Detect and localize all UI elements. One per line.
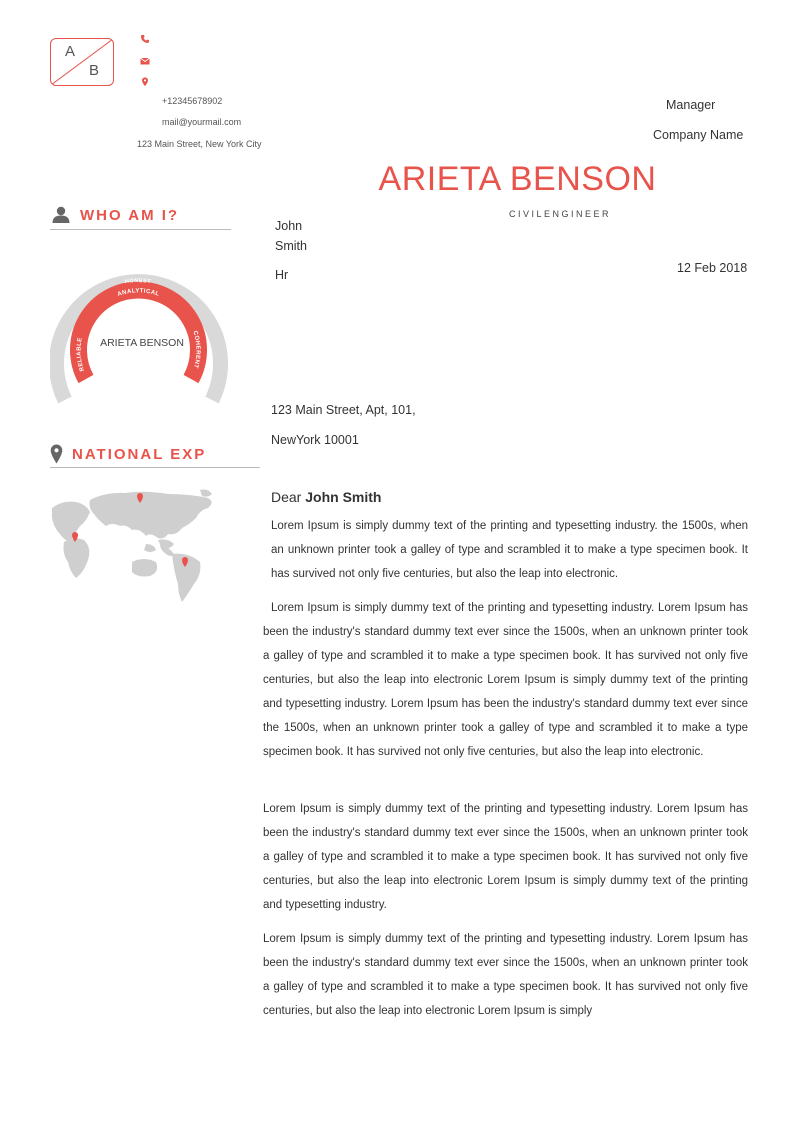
applicant-name: ARIETA BENSON bbox=[378, 160, 657, 198]
who-am-i-heading: WHO AM I? bbox=[80, 207, 180, 224]
logo-initial-bottom: B bbox=[89, 62, 100, 79]
gauge-center-name: ARIETA BENSON bbox=[100, 337, 184, 349]
recipient-first-name: John bbox=[275, 219, 303, 233]
letter-paragraph-1: Lorem Ipsum is simply dummy text of the printing and typesetting industry. the 1500s, when an unknown printer took a galley of type and scrambled it to make a type specimen book. It has survived not only five centuries, but also the leap into electronic. bbox=[271, 520, 748, 580]
world-map bbox=[50, 488, 215, 604]
recipient-department: Hr bbox=[275, 268, 289, 282]
letter-date: 12 Feb 2018 bbox=[677, 261, 748, 275]
trait-coherent: COHERENT bbox=[191, 330, 201, 369]
email-address[interactable]: mail@yourmail.com bbox=[162, 117, 242, 127]
letter-paragraph-2: Lorem Ipsum is simply dummy text of the printing and typesetting industry. Lorem Ipsum has been the industry's standard dummy text ever since the 1500s, when an unknown printer took a galley of type and scrambled it to make a type specimen book. It has survived not only five centuries, but also the leap into electronic Lorem Ipsum is simply dummy text of the printing and typesetting industry. Lorem Ipsum has been the industry's standard dummy text ever since the 1500s, when an unknown printer took a galley of type and scrambled it to make a type specimen book. It has survived not only five centuries, but also the leap into electronic. bbox=[263, 602, 748, 758]
recipient-last-name: Smith bbox=[275, 239, 307, 253]
national-exp-underline bbox=[50, 467, 260, 468]
user-icon bbox=[52, 206, 70, 223]
trait-honest: HONEST bbox=[124, 278, 152, 286]
recipient-company: Company Name bbox=[653, 128, 744, 142]
salutation-name: John Smith bbox=[305, 489, 382, 505]
traits-gauge bbox=[50, 252, 235, 412]
salutation bbox=[271, 489, 381, 505]
location-marker-icon bbox=[50, 444, 63, 464]
salutation-word: Dear bbox=[271, 489, 302, 505]
trait-reliable: RELIABLE bbox=[76, 337, 87, 372]
logo-divider bbox=[51, 39, 113, 85]
who-am-i-underline bbox=[50, 229, 231, 230]
phone-icon bbox=[140, 34, 150, 44]
monogram-logo bbox=[50, 38, 114, 86]
letter-paragraph-3: Lorem Ipsum is simply dummy text of the printing and typesetting industry. Lorem Ipsum has been the industry's standard dummy text ever since the 1500s, when an unknown printer took a galley of type and scrambled it to make a type specimen book. It has survived not only five centuries, but also the leap into electronic Lorem Ipsum is simply dummy text of the printing and typesetting industry. bbox=[263, 803, 748, 911]
recipient-position: Manager bbox=[666, 98, 716, 112]
recipient-address-line2: NewYork 10001 bbox=[271, 433, 359, 447]
street-address: 123 Main Street, New York City bbox=[137, 139, 262, 149]
location-pin-icon bbox=[140, 77, 150, 87]
recipient-address-line1: 123 Main Street, Apt, 101, bbox=[271, 403, 416, 417]
letter-paragraph-4: Lorem Ipsum is simply dummy text of the printing and typesetting industry. Lorem Ipsum has been the industry's standard dummy text ever since the 1500s, when an unknown printer took a galley of type and scrambled it to make a type specimen book. It has survived not only five centuries, but also the leap into electronic Lorem Ipsum is simply bbox=[263, 933, 748, 1017]
applicant-title: CIVILENGINEER bbox=[508, 209, 612, 219]
trait-analytical: ANALYTICAL bbox=[116, 288, 161, 298]
logo-initial-top: A bbox=[65, 43, 76, 60]
national-exp-heading: NATIONAL EXP bbox=[72, 446, 207, 463]
inner-trait-arc bbox=[79, 290, 199, 379]
mail-icon bbox=[140, 56, 150, 66]
phone-number[interactable]: +12345678902 bbox=[162, 96, 223, 106]
